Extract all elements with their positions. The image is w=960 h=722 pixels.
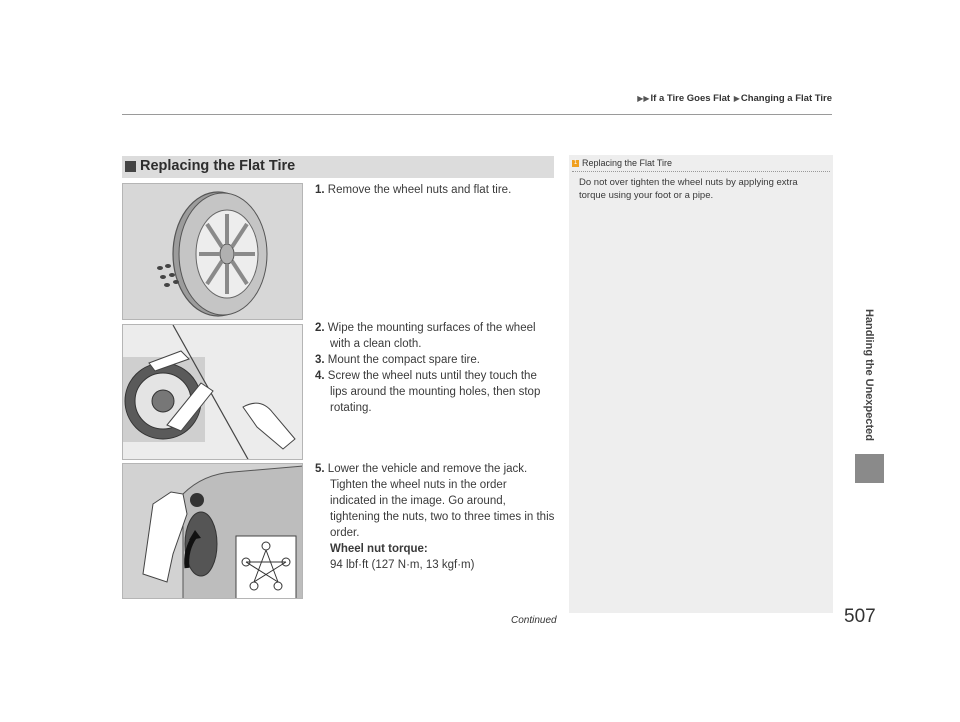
illustration-mount-spare [122, 324, 303, 460]
step-4 [315, 368, 555, 416]
side-tab-label: Handling the Unexpected [863, 308, 875, 442]
side-tab [855, 300, 883, 450]
section-square-icon [125, 161, 136, 172]
step-number: 3. [315, 354, 325, 366]
torque-label: Wheel nut torque: [330, 543, 428, 555]
header-rule [122, 114, 832, 115]
breadcrumb-arrow-icon: ▶ [733, 94, 740, 103]
breadcrumb [636, 93, 832, 104]
section-title: Replacing the Flat Tire [140, 158, 296, 174]
side-tab-marker [855, 454, 884, 483]
note-divider [572, 171, 830, 172]
illustration-remove-tire [122, 183, 303, 320]
note-number-icon: 1 [573, 159, 578, 166]
page-number: 507 [844, 606, 876, 627]
breadcrumb-item: If a Tire Goes Flat [650, 93, 731, 104]
illustration-tighten-nuts [122, 463, 303, 599]
step-number: 1. [315, 184, 325, 196]
note-text: Do not over tighten the wheel nuts by applying extra torque using your foot or a pipe. [579, 177, 798, 201]
step-text: Mount the compact spare tire. [327, 354, 480, 366]
breadcrumb-item: Changing a Flat Tire [740, 93, 832, 104]
side-note [569, 155, 833, 613]
step-2 [315, 320, 555, 352]
torque-value: 94 lbf·ft (127 N·m, 13 kgf·m) [330, 559, 475, 571]
continued-label: Continued [511, 615, 557, 626]
step-text: Lower the vehicle and remove the jack. Tighten the wheel nuts in the order indicated in the image. Go around, tightening the nuts, two to three times in this order. [327, 463, 555, 539]
note-title: Replacing the Flat Tire [582, 158, 673, 168]
breadcrumb-arrow-icon: ▶▶ [637, 94, 650, 103]
step-5 [315, 461, 555, 573]
note-header [572, 158, 672, 168]
step-text: Screw the wheel nuts until they touch the lips around the mounting holes, then stop rotating. [327, 370, 541, 414]
step-number: 2. [315, 322, 325, 334]
step-1 [315, 182, 555, 198]
section-header [122, 156, 554, 178]
step-number: 4. [315, 370, 325, 382]
step-text: Wipe the mounting surfaces of the wheel with a clean cloth. [327, 322, 536, 350]
step-3 [315, 352, 555, 368]
step-number: 5. [315, 463, 325, 475]
step-text: Remove the wheel nuts and flat tire. [327, 184, 512, 196]
